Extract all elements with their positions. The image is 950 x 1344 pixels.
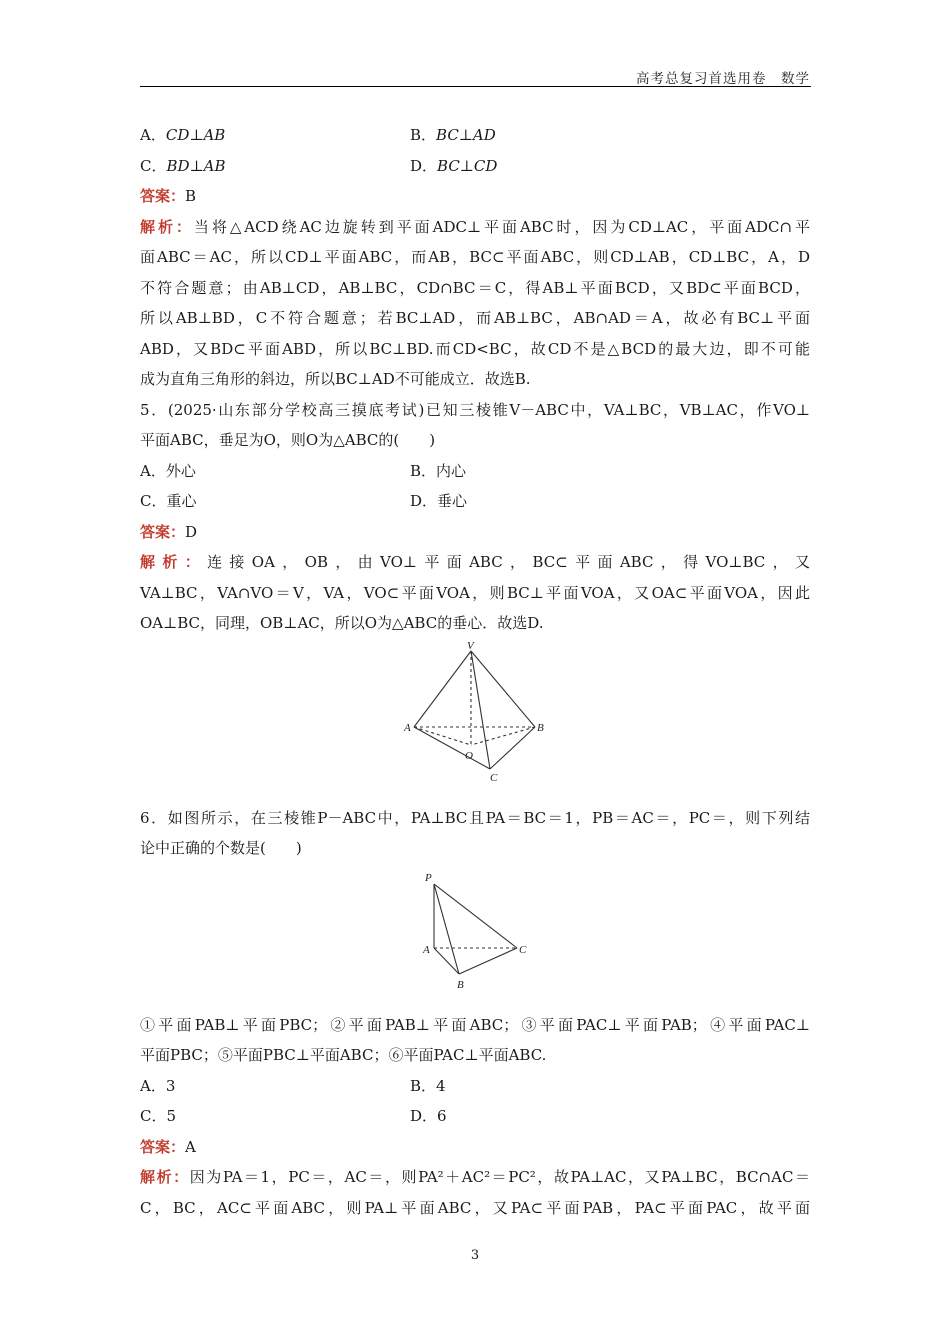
q6-answer: 答案：A [140, 1137, 196, 1156]
q5-analysis-line: OA⊥BC，同理，OB⊥AC，所以O为△ABC的垂心．故选D. [140, 614, 544, 632]
q4-option-d: D．BC⊥CD [410, 156, 498, 175]
q6-statements-line: ①平面PAB⊥平面PBC；②平面PAB⊥平面ABC；③平面PAC⊥平面PAB；④平面PAC⊥ [140, 1015, 810, 1034]
q4-analysis-line: ABD，又BD⊂平面ABD，所以BC⊥BD.而CD<BC，故CD不是△BCD的最大边，即不可能 [140, 339, 810, 358]
q6-option-d: D．6 [410, 1107, 447, 1125]
q5-answer: 答案：D [140, 522, 198, 541]
q4-option-b: B．BC⊥AD [410, 126, 496, 144]
q5-options-row-2 [140, 486, 810, 517]
q6-option-c: C．5 [140, 1107, 177, 1125]
q6-analysis-line: 解析：因为PA＝1，PC＝，AC＝，则PA²＋AC²＝PC²，故PA⊥AC，又PA⊥BC，BC∩AC＝ [140, 1168, 810, 1186]
header-divider [140, 86, 811, 87]
q6-options-row-1 [140, 1071, 810, 1102]
q6-options-row-2 [140, 1101, 810, 1132]
q5-option-a: A．外心 [140, 461, 196, 480]
vertex-label-o: O [465, 749, 473, 762]
vertex-label-v: V [467, 639, 474, 652]
q5-figure [140, 639, 810, 803]
page-content [140, 120, 810, 1223]
page-number: 3 [470, 1248, 480, 1263]
tetrahedron-diagram [140, 639, 810, 803]
vertex-label-a: A [423, 943, 430, 956]
vertex-label-p: P [425, 871, 432, 884]
vertex-label-c: C [519, 943, 527, 956]
q5-analysis-line: 解析：连接OA，OB，由VO⊥平面ABC，BC⊂平面ABC，得VO⊥BC，又 [140, 553, 810, 571]
q4-answer: 答案：B [140, 187, 197, 205]
q4-analysis-line: 面ABC＝AC，所以CD⊥平面ABC，而AB，BC⊂平面ABC，则CD⊥AB，CD⊥BC，A，D [140, 248, 810, 266]
vertex-label-b: B [537, 721, 544, 734]
q5-option-c: C．重心 [140, 492, 197, 510]
q4-option-c: C．BD⊥AB [140, 156, 226, 175]
q6-stem-line: 论中正确的个数是( ) [140, 839, 302, 857]
q4-options-row-2 [140, 151, 810, 182]
q4-analysis-line: 不符合题意；由AB⊥CD，AB⊥BC，CD∩BC＝C，得AB⊥平面BCD，又BD⊂平面BCD， [140, 278, 810, 297]
q6-figure [140, 864, 810, 1010]
q6-statements-line: 平面PBC；⑤平面PBC⊥平面ABC；⑥平面PAC⊥平面ABC. [140, 1046, 547, 1064]
q6-option-a: A．3 [140, 1076, 176, 1095]
pyramid-diagram [140, 864, 810, 1010]
vertex-label-a: A [404, 721, 411, 734]
q5-analysis-line: VA⊥BC，VA∩VO＝V，VA，VO⊂平面VOA，则BC⊥平面VOA，又OA⊂平面VOA，因此 [140, 583, 810, 602]
q4-analysis-line: 所以AB⊥BD，C不符合题意；若BC⊥AD，而AB⊥BC，AB∩AD＝A，故必有BC⊥平面 [140, 309, 810, 327]
q5-option-d: D．垂心 [410, 492, 468, 510]
page-header: 高考总复习首选用卷 数学 [636, 71, 810, 87]
q5-stem-line: 5．(2025·山东部分学校高三摸底考试)已知三棱锥V－ABC中，VA⊥BC，VB⊥AC，作VO⊥ [140, 400, 810, 419]
q4-analysis-line: 解析：当将△ACD绕AC边旋转到平面ADC⊥平面ABC时，因为CD⊥AC，平面ADC∩平 [140, 217, 810, 236]
q4-options-row-1 [140, 120, 810, 151]
vertex-label-b: B [457, 978, 464, 991]
q4-option-a: A．CD⊥AB [140, 126, 226, 144]
q6-stem-line: 6．如图所示，在三棱锥P－ABC中，PA⊥BC且PA＝BC＝1，PB＝AC＝，PC＝，则下列结 [140, 808, 810, 827]
q5-stem-line: 平面ABC，垂足为O，则O为△ABC的( ) [140, 431, 436, 449]
q4-analysis-line: 成为直角三角形的斜边，所以BC⊥AD不可能成立．故选B. [140, 370, 531, 388]
q6-analysis-line: C，BC，AC⊂平面ABC，则PA⊥平面ABC，又PA⊂平面PAB，PA⊂平面PAC，故平面 [140, 1198, 810, 1217]
q6-option-b: B．4 [410, 1076, 446, 1095]
q5-option-b: B．内心 [410, 461, 467, 480]
q5-options-row-1 [140, 456, 810, 487]
vertex-label-c: C [490, 771, 498, 784]
